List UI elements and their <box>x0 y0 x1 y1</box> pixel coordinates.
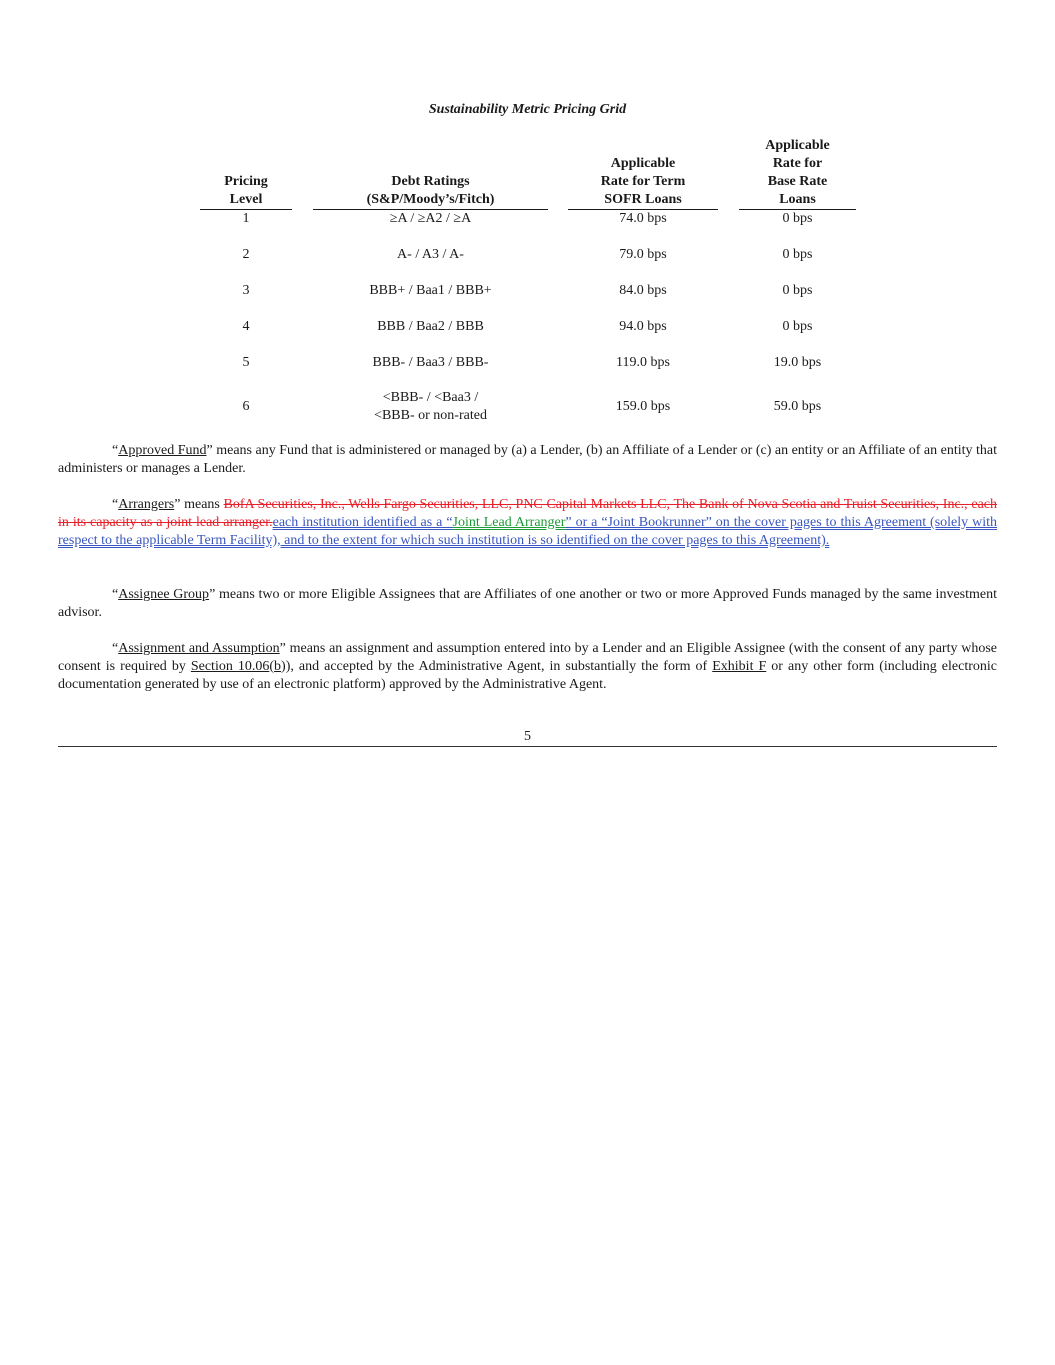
pricing-grid-title: Sustainability Metric Pricing Grid <box>428 102 627 117</box>
definition-body: ” means any Fund that is administered or managed by (a) a Lender, (b) an Affiliate of a Lender or (c) an entity or an Affiliate of an entity that administers or manages a Lender. <box>58 443 997 476</box>
header-text: Base Rate <box>767 174 828 189</box>
table-cell-level: 6 <box>242 399 250 414</box>
table-cell-ratings <box>313 389 548 425</box>
header-text: Rate for Term <box>600 174 686 189</box>
section-subclause: b <box>274 659 282 674</box>
table-cell-level: 5 <box>242 355 250 370</box>
header-text: Applicable <box>610 156 676 171</box>
table-cell-ratings: BBB- / Baa3 / BBB- <box>372 355 489 370</box>
header-base-rate <box>739 137 856 210</box>
definition-body: or any other form (including electronic documentation generated by use of an electronic platform) approved by the Administrative Agent. <box>58 659 997 692</box>
table-cell-base: 0 bps <box>782 319 813 334</box>
table-cell-ratings: BBB / Baa2 / BBB <box>377 319 484 334</box>
open-quote: “ <box>112 641 119 656</box>
header-text: Pricing <box>224 174 268 189</box>
header-text: (S&P/Moody’s/Fitch) <box>366 192 495 207</box>
table-cell-level: 1 <box>242 211 250 226</box>
table-cell-sofr: 84.0 bps <box>619 283 667 298</box>
definition-assignee-group <box>58 586 997 622</box>
ratings-line: <BBB- or non-rated <box>374 408 487 423</box>
open-quote: “ <box>112 497 119 512</box>
table-cell-base: 0 bps <box>782 211 813 226</box>
definition-approved-fund <box>58 442 997 478</box>
table-cell-ratings: ≥A / ≥A2 / ≥A <box>389 211 472 226</box>
deleted-text: BofA Securities, Inc., Wells Fargo Securities, LLC, PNC Capital Markets LLC, The Bank of Nova Scotia and Truist Securities, Inc., each in its capacity as a joint lead arranger. <box>58 497 997 530</box>
header-text: Applicable <box>765 138 830 153</box>
header-debt-ratings <box>313 137 548 210</box>
exhibit-reference-link[interactable]: Exhibit F <box>712 659 767 674</box>
table-cell-sofr: 94.0 bps <box>619 319 667 334</box>
header-text: Level <box>229 192 263 207</box>
table-cell-ratings: BBB+ / Baa1 / BBB+ <box>369 283 492 298</box>
defined-term: Assignment and Assumption <box>118 641 280 656</box>
header-text: Rate for <box>772 156 823 171</box>
table-cell-base: 0 bps <box>782 247 813 262</box>
header-text: SOFR Loans <box>604 192 682 207</box>
header-sofr-rate <box>568 137 718 210</box>
defined-term: Approved Fund <box>118 443 207 458</box>
header-pricing-level <box>200 137 292 210</box>
header-text: Loans <box>779 192 816 207</box>
table-cell-base: 59.0 bps <box>773 399 822 414</box>
table-cell-sofr: 159.0 bps <box>615 399 671 414</box>
footer-divider <box>58 746 997 747</box>
inserted-text: ” or a “Joint Bookrunner” on the cover pages to this Agreement (solely with respect to the applicable Term Facility), and to the extent for which such institution is so identified on the cover pages to this Agreement). <box>58 515 997 548</box>
definition-body: ” means two or more Eligible Assignees that are Affiliates of one another or two or more Approved Funds managed by the same investment advisor. <box>58 587 997 620</box>
table-cell-ratings: A- / A3 / A- <box>397 247 464 262</box>
page-number: 5 <box>524 729 531 744</box>
table-cell-sofr: 79.0 bps <box>619 247 667 262</box>
definition-assignment-assumption <box>58 640 997 694</box>
paren: ( <box>269 659 275 674</box>
table-cell-sofr: 74.0 bps <box>619 211 667 226</box>
table-cell-sofr: 119.0 bps <box>616 355 670 370</box>
open-quote: “ <box>112 443 119 458</box>
table-cell-base: 19.0 bps <box>773 355 822 370</box>
moved-text: Joint Lead Arranger <box>452 515 566 530</box>
table-cell-base: 0 bps <box>782 283 813 298</box>
table-cell-level: 4 <box>242 319 250 334</box>
table-cell-level: 2 <box>242 247 250 262</box>
defined-term: Assignee Group <box>118 587 210 602</box>
open-quote: “ <box>112 587 119 602</box>
header-text: Debt Ratings <box>391 174 470 189</box>
definition-arrangers <box>58 496 997 550</box>
definition-body: ” means an assignment and assumption entered into by a Lender and an Eligible Assignee (with the consent of any party whose consent is required by <box>58 641 997 674</box>
section-reference-link[interactable]: Section 10.06 <box>190 659 270 674</box>
definition-body: ” means <box>174 497 224 512</box>
table-cell-level: 3 <box>242 283 250 298</box>
defined-term: Arrangers <box>118 497 175 512</box>
ratings-line: <BBB- / <Baa3 / <box>382 390 479 405</box>
inserted-text: each institution identified as a “ <box>272 515 453 530</box>
definition-body: )), and accepted by the Administrative Agent, in substantially the form of <box>281 659 713 674</box>
